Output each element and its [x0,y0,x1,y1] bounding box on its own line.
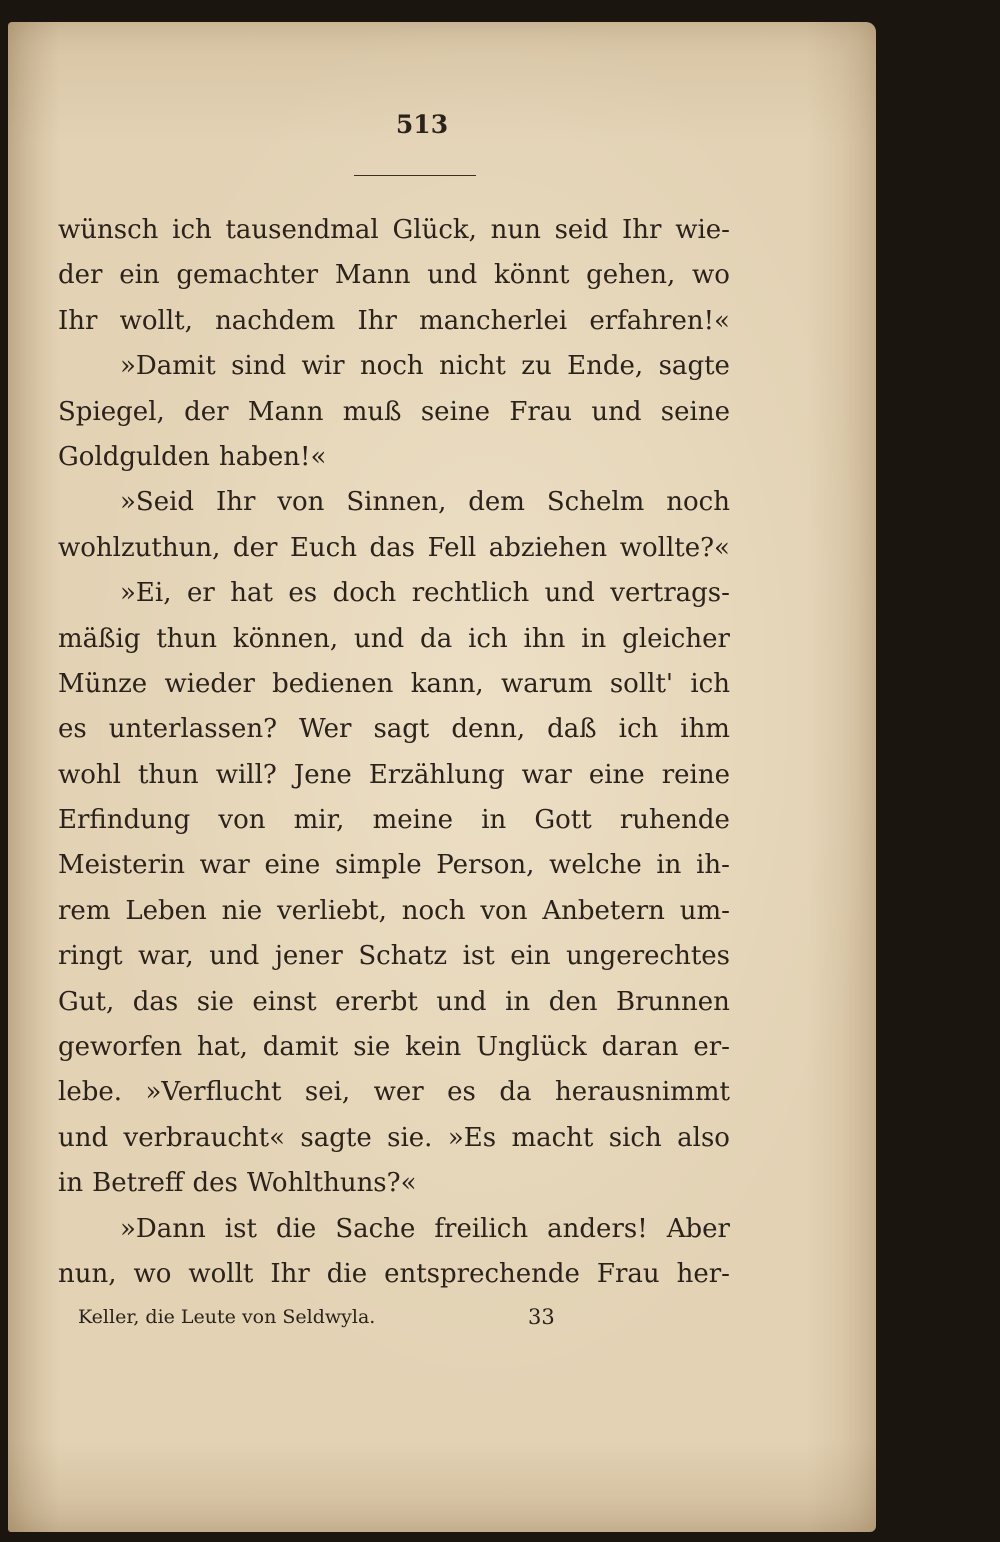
text-line: Gut, das sie einst ererbt und in den Brunnen [58,986,730,1017]
text-line: ringt war, und jener Schatz ist ein ungerechtes [58,941,730,972]
text-line: in Betreff des Wohlthuns?« [58,1168,417,1199]
header-rule [354,175,476,176]
text-line: Münze wieder bedienen kann, warum sollt' ich [58,668,730,699]
text-line: rem Leben nie verliebt, noch von Anbetern um- [58,895,730,926]
text-line: wünsch ich tausendmal Glück, nun seid Ihr wie- [58,215,730,245]
text-line: »Ei, er hat es doch rechtlich und vertrags- [120,578,730,609]
text-line: Spiegel, der Mann muß seine Frau und seine [58,396,730,427]
text-line: lebe. »Verflucht sei, wer es da herausnimmt [58,1077,730,1108]
signature-mark: 33 [528,1305,555,1329]
text-line: es unterlassen? Wer sagt denn, daß ich ihm [58,714,730,745]
text-line: mäßig thun können, und da ich ihn in gleicher [58,623,730,654]
page-number: 513 [395,110,449,139]
text-line: Goldgulden haben!« [58,441,327,472]
text-line: »Dann ist die Sache freilich anders! Aber [120,1213,730,1244]
footer-title: Keller, die Leute von Seldwyla. [78,1306,376,1328]
body-text [58,208,730,1297]
text-line: Erfindung von mir, meine in Gott ruhende [58,805,730,836]
text-line: wohl thun will? Jene Erzählung war eine reine [58,759,730,790]
text-line: und verbraucht« sagte sie. »Es macht sich also [58,1122,730,1153]
page-footer [78,1300,568,1334]
text-line: »Damit sind wir noch nicht zu Ende, sagte [120,351,730,382]
text-line: Meisterin war eine simple Person, welche in ih- [58,850,730,881]
text-line: Ihr wollt, nachdem Ihr mancherlei erfahren!« [58,305,730,336]
text-line: geworfen hat, damit sie kein Unglück daran er- [58,1032,730,1063]
text-line: nun, wo wollt Ihr die entsprechende Frau her- [58,1258,730,1289]
text-line: der ein gemachter Mann und könnt gehen, wo [58,260,730,291]
text-line: »Seid Ihr von Sinnen, dem Schelm noch [120,487,730,518]
text-line: wohlzuthun, der Euch das Fell abziehen wollte?« [58,532,730,563]
